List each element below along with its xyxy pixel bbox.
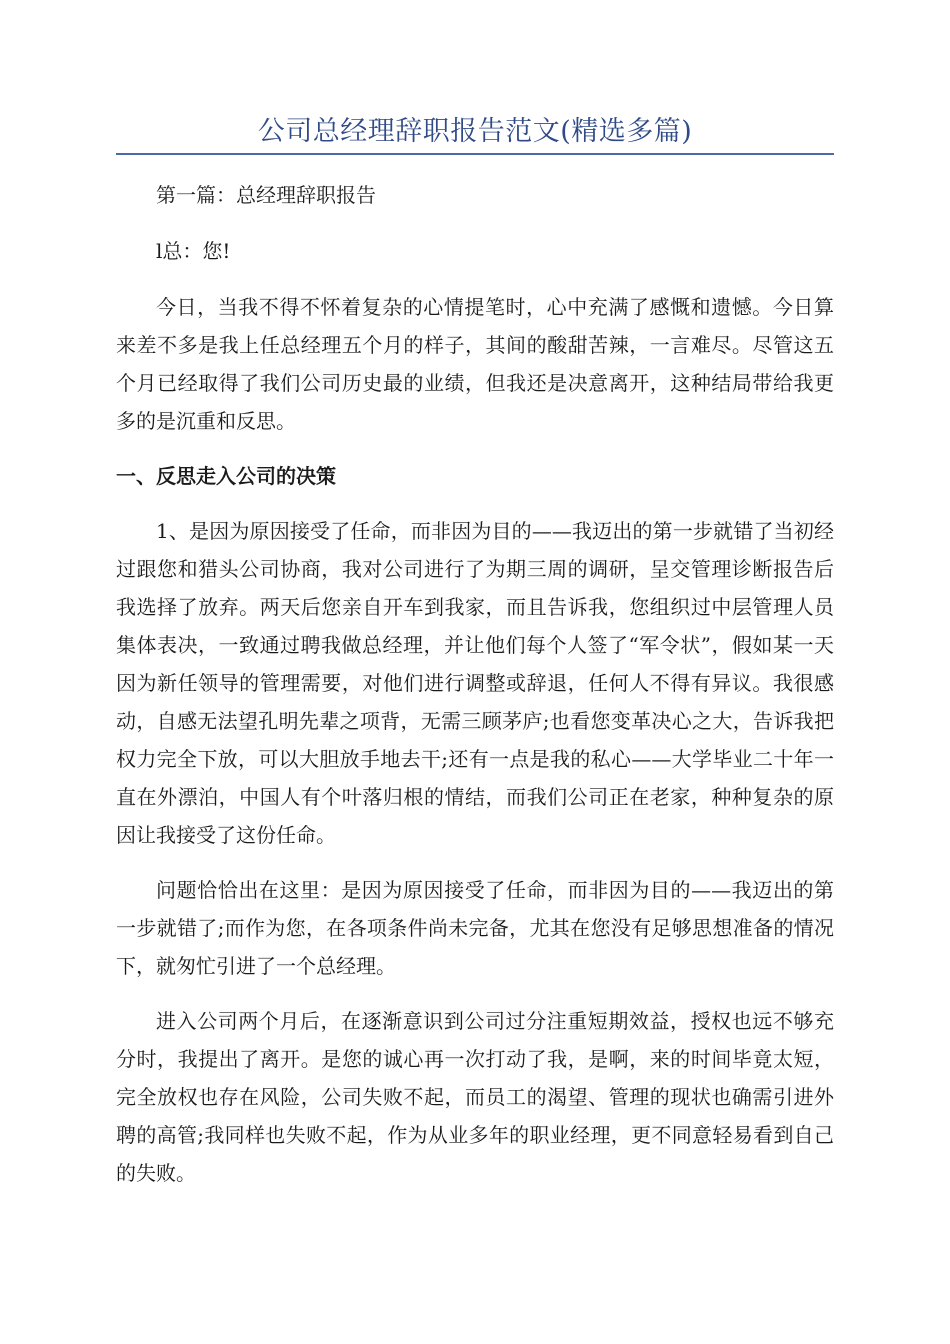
paragraph-point-1: 1、是因为原因接受了任命，而非因为目的——我迈出的第一步就错了当初经过跟您和猎头公司协商，我对公司进行了为期三周的调研，呈交管理诊断报告后我选择了放弃。两天后您亲自开车到我家，而且告诉我，您组织过中层管理人员集体表决，一致通过聘我做总经理，并让他们每个人签了“军令状”，假如某一天因为新任领导的管理需要，对他们进行调整或辞退，任何人不得有异议。我很感动，自感无法望孔明先辈之项背，无需三顾茅庐;也看您变革决心之大，告诉我把权力完全下放，可以大胆放手地去干;还有一点是我的私心——大学毕业二十年一直在外漂泊，中国人有个叶落归根的情结，而我们公司正在老家，种种复杂的原因让我接受了这份任命。	[116, 519, 834, 847]
paragraph-problem: 问题恰恰出在这里：是因为原因接受了任命，而非因为目的——我迈出的第一步就错了;而作为您，在各项条件尚未完备，尤其在您没有足够思想准备的情况下，就匆忙引进了一个总经理。	[116, 878, 834, 978]
salutation: l总：您!	[156, 239, 231, 263]
section-heading: 一、反思走入公司的决策	[116, 464, 336, 488]
document-title: 公司总经理辞职报告范文(精选多篇)	[257, 116, 693, 147]
paragraph-intro: 今日，当我不得不怀着复杂的心情提笔时，心中充满了感慨和遗憾。今日算来差不多是我上任总经理五个月的样子，其间的酸甜苦辣，一言难尽。尽管这五个月已经取得了我们公司历史最的业绩，但我还是决意离开，这种结局带给我更多的是沉重和反思。	[116, 295, 834, 433]
chapter-heading: 第一篇：总经理辞职报告	[156, 183, 376, 207]
paragraph-two-months: 进入公司两个月后，在逐渐意识到公司过分注重短期效益，授权也远不够充分时，我提出了离开。是您的诚心再一次打动了我，是啊，来的时间毕竟太短，完全放权也存在风险，公司失败不起，而员工的渴望、管理的现状也确需引进外聘的高管;我同样也失败不起，作为从业多年的职业经理，更不同意轻易看到自己的失败。	[116, 1009, 834, 1185]
title-underline	[116, 153, 834, 155]
document-body	[116, 176, 834, 1209]
